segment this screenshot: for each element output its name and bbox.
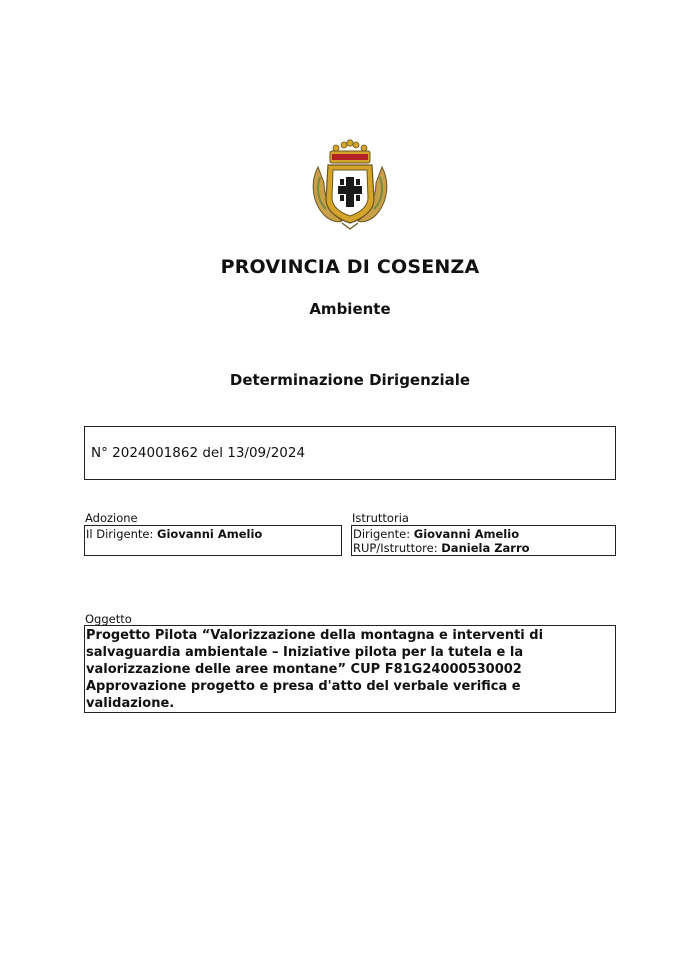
oggetto-box [84,625,616,713]
istruttoria-rup-line [353,541,530,555]
istruttoria-label: Istruttoria [352,511,409,525]
oggetto-text: Progetto Pilota “Valorizzazione della montagna e interventi di salvaguardia ambientale – Iniziative pilota per la tutela e la valorizzazione delle aree montane” CUP F81G24000530002 Approvazione progetto e presa d'atto del verbale verifica e validazione. [86,628,544,711]
document-type-title: Determinazione Dirigenziale [229,371,471,389]
adozione-role: Il Dirigente: [86,527,154,541]
organization-title: PROVINCIA DI COSENZA [220,256,480,278]
istruttoria-rup-name: Daniela Zarro [441,541,530,555]
istruttoria-dirigente-name: Giovanni Amelio [413,527,520,541]
oggetto-label: Oggetto [85,612,132,626]
istruttoria-dirigente-line [353,527,519,541]
istruttoria-dirigente-role: Dirigente: [353,527,411,541]
document-number: N° 2024001862 del 13/09/2024 [91,445,306,461]
adozione-name: Giovanni Amelio [157,527,263,541]
adozione-box [84,525,342,556]
adozione-line [86,527,262,541]
istruttoria-rup-role: RUP/Istruttore: [353,541,438,555]
adozione-label: Adozione [85,511,138,525]
department-title: Ambiente [309,300,391,318]
document-number-box [84,426,616,480]
coat-of-arms-icon [308,137,392,231]
istruttoria-box [351,525,616,556]
